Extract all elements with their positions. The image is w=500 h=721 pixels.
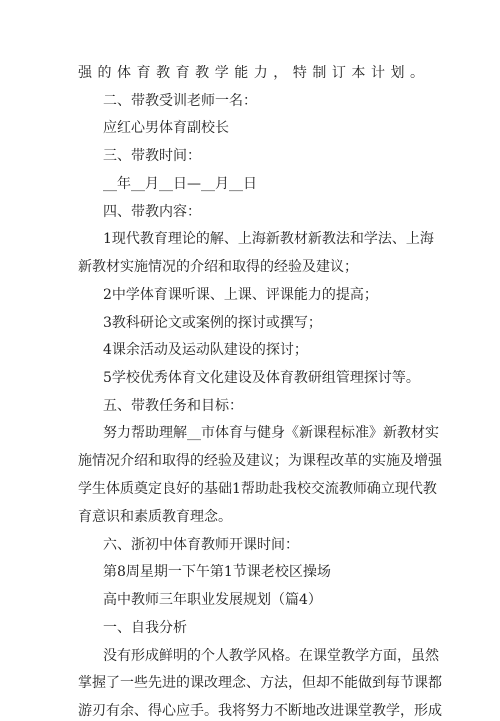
paragraph-line: 努力帮助理解__市体育与健身《新课程标准》新教材实 [103, 425, 439, 441]
paragraph-line: 强的体育教育教学能力，特制订本计划。 [78, 65, 424, 81]
list-item-continuation: 新教材实施情况的介绍和取得的经验及建议； [78, 259, 358, 275]
paragraph-line: 第8周星期一下午第1节课老校区操场 [103, 564, 331, 580]
paragraph-line: 施情况介绍和取得的经验及建议；为课程改革的实施及增强 [78, 453, 442, 469]
list-item: 2中学体育课听课、上课、评课能力的提高； [103, 287, 378, 303]
paragraph-line: 学生体质奠定良好的基础1帮助赴我校交流教师确立现代教 [78, 481, 437, 497]
section-heading: 三、带教时间： [103, 148, 201, 164]
section-heading: 六、浙初中体育教师开课时间： [103, 537, 299, 553]
section-heading: 五、带教任务和目标： [103, 398, 243, 414]
section-heading: 二、带教受训老师一名： [103, 93, 257, 109]
section-heading: 一、自我分析 [103, 620, 187, 636]
paragraph-line: 没有形成鲜明的个人教学风格。在课堂教学方面，虽然 [103, 648, 439, 664]
paragraph-line: 掌握了一些先进的课改理念、方法，但却不能做到每节课都 [78, 675, 442, 691]
section-heading: 四、带教内容： [103, 204, 201, 220]
document-title: 高中教师三年职业发展规划（篇4） [103, 592, 322, 608]
list-item: 1现代教育理论的解、上海新教材新教法和学法、上海 [103, 231, 434, 247]
paragraph-line: __年__月__日—__月__日 [103, 176, 257, 192]
paragraph-line: 应红心男体育副校长 [103, 120, 229, 136]
paragraph-line: 育意识和素质教育理念。 [78, 509, 232, 525]
list-item: 5学校优秀体育文化建设及体育教研组管理探讨等。 [103, 370, 420, 386]
list-item: 3教科研论文或案例的探讨或撰写； [103, 315, 322, 331]
list-item: 4课余活动及运动队建设的探讨； [103, 342, 308, 358]
paragraph-line: 游刃有余、得心应手。我将努力不断地改进课堂教学，形成 [78, 703, 442, 719]
